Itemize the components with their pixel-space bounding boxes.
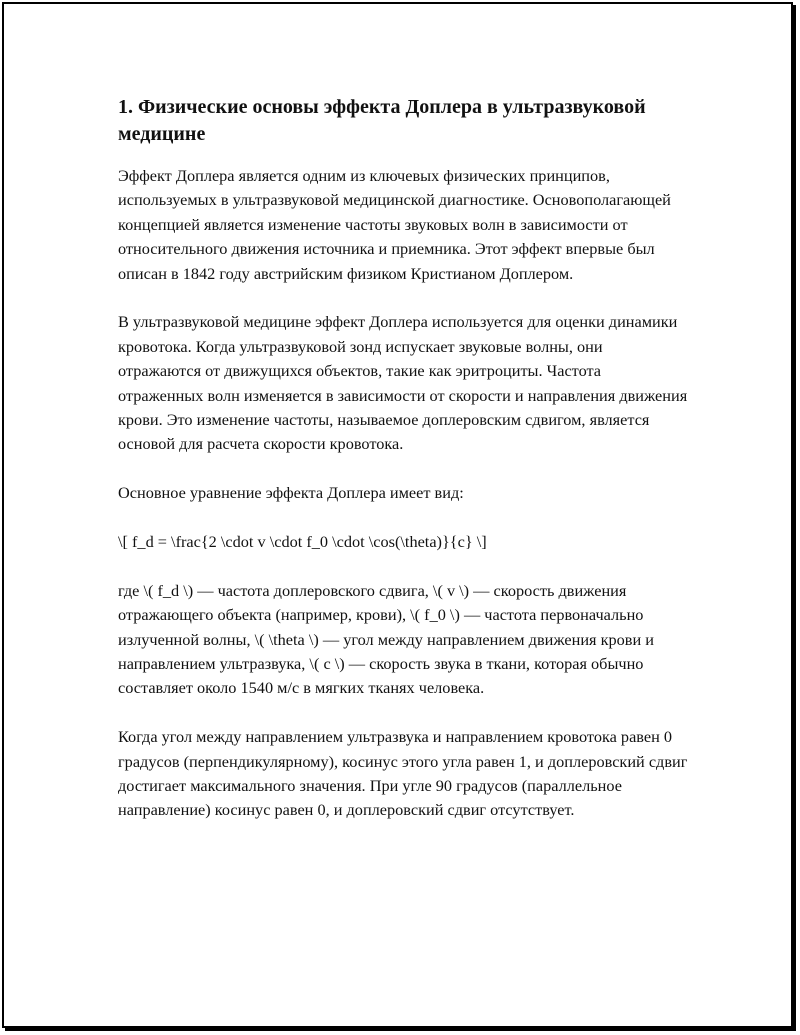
doppler-equation: \[ f_d = \frac{2 \cdot v \cdot f_0 \cdot \cos(\theta)}{c} \] [118, 532, 487, 552]
document-body [118, 94, 688, 847]
section-heading: 1. Физические основы эффекта Доплера в ультразвуковой медицине [118, 96, 646, 145]
paragraph-blood-flow: В ультразвуковой медицине эффект Доплера используется для оценки динамики кровотока. Когда ультразвуковой зонд испускает звуковые волны, они отражаются от движущихся объектов, такие как эритроциты. Частота отраженных волн изменяется в зависимости от скорости и направления движения крови. Это изменение частоты, называемое доплеровским сдвигом, является основой для расчета скорости кровотока. [118, 312, 688, 454]
paragraph-equation-intro: Основное уравнение эффекта Доплера имеет вид: [118, 483, 464, 503]
paragraph-variables: где \( f_d \) — частота доплеровского сдвига, \( v \) — скорость движения отражающего объекта (например, крови), \( f_0 \) — частота первоначально излученной волны, \( \theta \) — угол между направлением движения крови и направлением ультразвука, \( c \) — скорость звука в ткани, которая обычно составляет около 1540 м/с в мягких тканях человека. [118, 580, 654, 698]
paragraph-intro: Эффект Доплера является одним из ключевых физических принципов, используемых в ультразвуковой медицинской диагностике. Основополагающей концепцией является изменение частоты звуковых волн в зависимости от относительного движения источника и приемника. Этот эффект впервые был описан в 1842 году австрийским физиком Кристианом Доплером. [118, 166, 671, 283]
paragraph-angle: Когда угол между направлением ультразвука и направлением кровотока равен 0 градусов (перпендикулярному), косинус этого угла равен 1, и доплеровский сдвиг достигает максимального значения. При угле 90 градусов (параллельное направление) косинус равен 0, и доплеровский сдвиг отсутствует. [118, 727, 688, 820]
